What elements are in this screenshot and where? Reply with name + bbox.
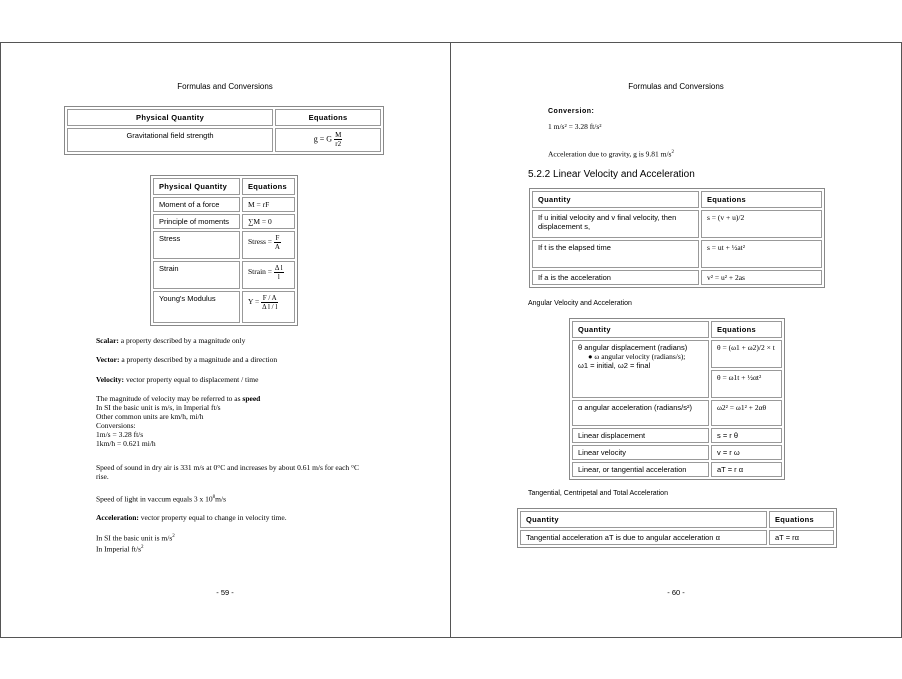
linear-table (529, 188, 825, 288)
table-row: Stress Stress = $\frac{F}{A}$ (153, 231, 295, 259)
mechanics-table (150, 175, 298, 326)
page-number: - 60 - (667, 588, 685, 597)
col-header-quantity: Physical Quantity (153, 178, 240, 195)
table-row: Young's Modulus Y = $\frac{F / A}{\text{Δ l / l}}$ (153, 291, 295, 323)
row-label: Gravitational field strength (67, 128, 273, 152)
col-header-equations: Equations (701, 191, 822, 208)
table-row: If u initial velocity and v final velocity, then displacement s, s = (v + u)/2 (532, 210, 822, 238)
table-row: Tangential acceleration aT is due to angular acceleration α aT = rα (520, 530, 834, 545)
col-header-quantity: Quantity (520, 511, 767, 528)
col-header-equations: Equations (711, 321, 782, 338)
page-header: Formulas and Conversions (177, 82, 273, 91)
gravity-line: Acceleration due to gravity, g is 9.81 $m/s^2$ (548, 149, 674, 159)
acceleration-definition: Acceleration: vector property equal to change in velocity time. (96, 513, 287, 522)
velocity-definition: Velocity: vector property equal to displacement / time (96, 375, 259, 384)
table-row: Strain Strain = $\frac{\text{Δ l}}{l}$ (153, 261, 295, 289)
table-row: Linear, or tangential acceleration aT = r α (572, 462, 782, 477)
table-row: Linear velocity v = r ω (572, 445, 782, 460)
table-row: Linear displacement s = r θ (572, 428, 782, 443)
speed-block: The magnitude of velocity may be referred to as speed In SI the basic unit is m/s, in Imperial ft/s Other common units are km/h, mi/h Conversions: 1m/s = 3.28 ft/s 1km/h = 0.621 mi/h (96, 394, 261, 448)
col-header-equations: Equations (242, 178, 295, 195)
angular-table (569, 318, 785, 480)
page-header: Formulas and Conversions (628, 82, 724, 91)
table-row: If t is the elapsed time s = ut + ½at² (532, 240, 822, 268)
tangential-table (517, 508, 837, 548)
page-number: - 59 - (216, 588, 234, 597)
section-title: 5.2.2 Linear Velocity and Acceleration (528, 169, 695, 180)
table-row: Moment of a force M = rF (153, 197, 295, 212)
gravity-table (64, 106, 384, 155)
col-header-equations: Equations (769, 511, 834, 528)
sound-speed: Speed of sound in dry air is 331 m/s at 0°C and increases by about 0.61 m/s for each °C rise. (96, 463, 360, 481)
page-59 (0, 42, 450, 636)
col-header-quantity: Quantity (572, 321, 709, 338)
light-speed: Speed of light in vaccum equals 3 x $10^8m/s$ (96, 494, 226, 504)
page-60 (451, 42, 901, 636)
conversion-label: Conversion: (548, 108, 595, 115)
table-row: Principle of moments ∑M = 0 (153, 214, 295, 229)
vector-definition: Vector: a property described by a magnitude and a direction (96, 355, 278, 364)
col-header-quantity: Quantity (532, 191, 699, 208)
table-row: α angular acceleration (radians/s²) ω2² = ω1² + 2αθ (572, 400, 782, 426)
formula: g = G $\frac{M}{r2}$ (275, 128, 381, 152)
angular-title: Angular Velocity and Acceleration (528, 300, 632, 307)
tangential-title: Tangential, Centripetal and Total Acceleration (528, 490, 668, 497)
col-header-quantity: Physical Quantity (67, 109, 273, 126)
table-row: If a is the acceleration v² = u² + 2as (532, 270, 822, 285)
table-row: θ angular displacement (radians) ● ω angular velocity (radians/s); ω1 = initial, ω2 = final θ = (ω1 + ω2)/2 × t (572, 340, 782, 368)
col-header-equations: Equations (275, 109, 381, 126)
conversion-formula: 1 m/s² = 3.28 ft/s² (548, 122, 602, 131)
table-row: θ = ω1t + ½αt² (572, 370, 782, 398)
acceleration-units: In SI the basic unit is $m/s^2$ In Imperial $ft/s^2$ (96, 533, 175, 553)
scalar-definition: Scalar: a property described by a magnitude only (96, 336, 246, 345)
